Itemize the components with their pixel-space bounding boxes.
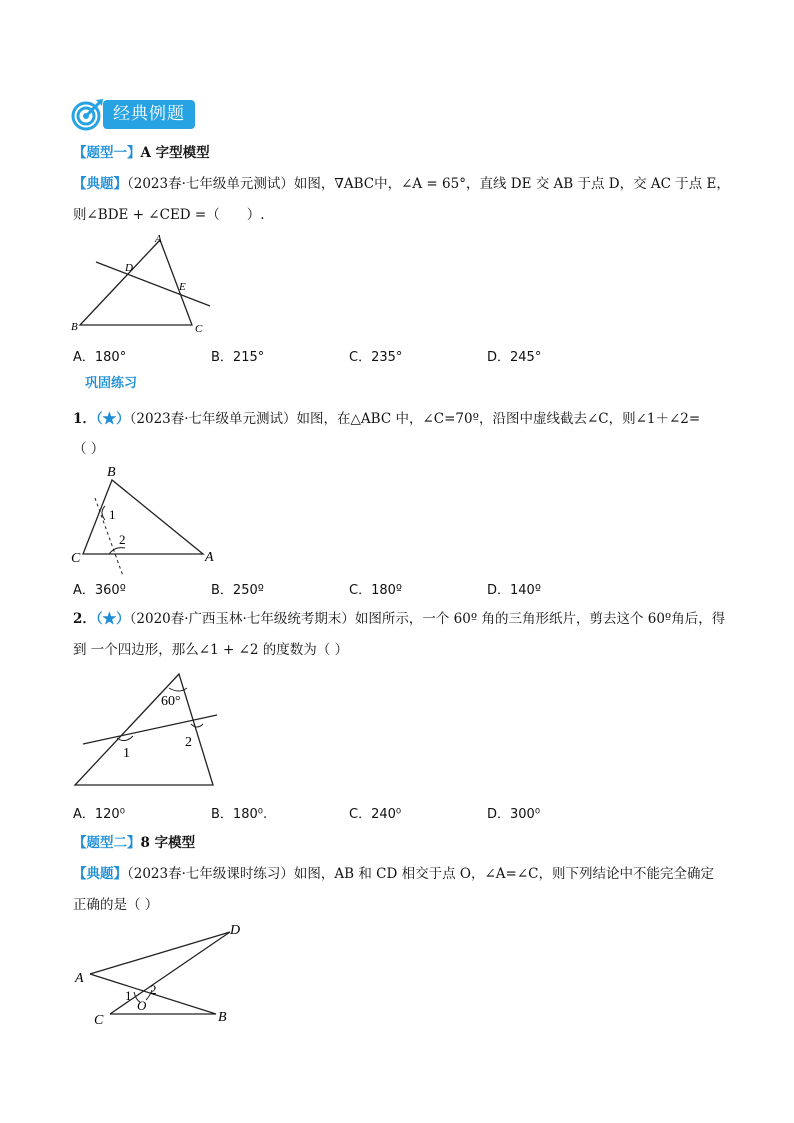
q2-option-b[interactable]: B．180⁰. xyxy=(211,807,268,822)
label-A: A xyxy=(75,971,84,986)
angle-2-arc xyxy=(109,548,125,554)
label-D: D xyxy=(125,262,133,274)
label-B: B xyxy=(107,465,116,480)
label-E: E xyxy=(179,281,186,293)
label-B: B xyxy=(218,1010,227,1025)
practice-heading: 巩固练习 xyxy=(85,376,138,391)
label-2: 2 xyxy=(119,532,126,547)
section1-title: A 字型模型 xyxy=(140,145,210,161)
example1-tag: 【典题】 xyxy=(73,176,127,192)
angle-1-arc xyxy=(102,506,105,520)
example1-figure xyxy=(65,228,225,338)
label-B: B xyxy=(71,321,78,333)
example2-line1 xyxy=(73,864,714,884)
target-icon xyxy=(70,97,106,133)
label-2: 2 xyxy=(185,735,192,750)
q2-line2: 到 一个四边形，那么∠1 + ∠2 的度数为（ ） xyxy=(73,642,349,658)
example2-tag: 【典题】 xyxy=(73,866,127,882)
label-1: 1 xyxy=(125,988,132,1003)
section2-heading xyxy=(73,833,195,853)
example1-option-b[interactable]: B．215° xyxy=(211,350,265,365)
line-de xyxy=(96,262,210,306)
label-C: C xyxy=(71,551,81,566)
example1-option-a[interactable]: A．180° xyxy=(73,350,127,365)
q1-star: （★） xyxy=(95,411,130,427)
q1-option-c[interactable]: C．180º xyxy=(349,583,403,598)
label-60: 60° xyxy=(161,694,181,709)
q2-figure xyxy=(65,668,230,790)
q1-figure xyxy=(65,460,225,580)
section1-tag: 【题型一】 xyxy=(73,145,141,161)
label-C: C xyxy=(94,1013,104,1028)
cut-line xyxy=(83,715,217,744)
q2-option-d[interactable]: D．300⁰ xyxy=(487,807,541,822)
angle-2-arc xyxy=(191,724,203,727)
q2-number: 2． xyxy=(73,611,96,627)
example1-option-d[interactable]: D．245° xyxy=(487,350,542,365)
example1-option-c[interactable]: C．235° xyxy=(349,350,403,365)
q1-text: （2023春·七年级单元测试）如图，在△ABC 中，∠C=70º，沿图中虚线截去∠C，则∠1＋∠2= xyxy=(129,411,701,427)
q2-text: （2020春·广西玉林·七年级统考期末）如图所示，一个 60º 角的三角形纸片，剪去这个 60º角后，得 xyxy=(129,611,726,627)
example2-line2: 正确的是（ ） xyxy=(73,897,159,913)
segment-ad xyxy=(90,932,230,974)
q1-option-d[interactable]: D．140º xyxy=(487,583,541,598)
q1-number: 1． xyxy=(73,411,96,427)
q1-option-b[interactable]: B．250º xyxy=(211,583,264,598)
section2-tag: 【题型二】 xyxy=(73,835,141,851)
q2-option-c[interactable]: C．240⁰ xyxy=(349,807,402,822)
q2-option-a[interactable]: A．120⁰ xyxy=(73,807,125,822)
label-2: 2 xyxy=(150,982,157,997)
section2-title: 8 字模型 xyxy=(140,835,196,851)
section-badge: 经典例题 xyxy=(103,100,195,129)
label-A: A xyxy=(155,233,162,245)
example1-text: （2023春·七年级单元测试）如图，∇ABC中，∠A = 65°，直线 DE 交 AB 于点 D，交 AC 于点 E， xyxy=(127,176,730,192)
label-D: D xyxy=(230,923,241,938)
example1-line1 xyxy=(73,174,730,194)
triangle-abc xyxy=(83,480,203,554)
label-O: O xyxy=(137,998,147,1013)
label-1: 1 xyxy=(123,746,130,761)
label-A: A xyxy=(205,550,214,565)
q1-option-a[interactable]: A．360º xyxy=(73,583,126,598)
q1-line2: （ ） xyxy=(73,441,105,457)
q1-line1 xyxy=(73,409,700,429)
example2-figure xyxy=(70,920,255,1030)
section1-heading xyxy=(73,143,210,163)
example2-text: （2023春·七年级课时练习）如图，AB 和 CD 相交于点 O，∠A=∠C，则下列结论中不能完全确定 xyxy=(127,866,714,882)
q2-star: （★） xyxy=(95,611,130,627)
label-1: 1 xyxy=(109,507,116,522)
example1-line2: 则∠BDE + ∠CED =（ ）. xyxy=(73,207,265,223)
q2-line1 xyxy=(73,609,725,629)
triangle-abc xyxy=(80,240,192,325)
label-C: C xyxy=(195,323,203,335)
triangle xyxy=(75,674,213,785)
